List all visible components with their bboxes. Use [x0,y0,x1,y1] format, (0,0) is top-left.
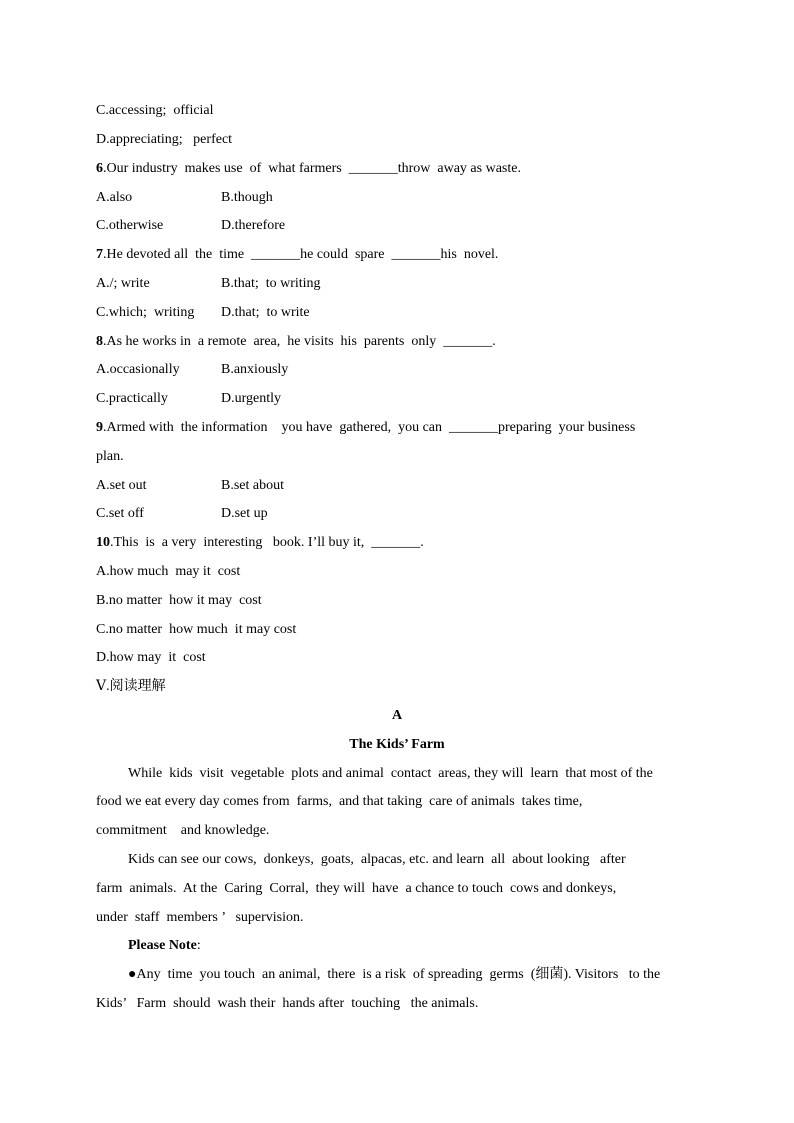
q10-option-a: A.how much may it cost [96,564,241,579]
q10-option-c: C.no matter how much it may cost [96,622,297,637]
bullet-1-line-2: Kids’ Farm should wash their hands after touching the animals. [96,996,479,1011]
passage-label: A [391,708,403,723]
q6-option-b: B.though [221,190,273,205]
q8-options-row2 [96,390,282,408]
q8-stem [96,333,496,351]
q9-option-a: A.set out [96,478,147,493]
q8-options-row1 [96,361,289,379]
q8-option-c: C.practically [96,391,168,406]
q7-option-c: C.which; writing [96,305,195,320]
q9-stem-continued: plan. [96,449,124,464]
bullet-1-line-1: ●Any time you touch an animal, there is a risk of spreading germs (细菌). Visitors to the [128,967,661,982]
q6-option-a: A.also [96,190,133,205]
q10-option-b: B.no matter how it may cost [96,593,262,608]
q6-stem [96,160,521,178]
q7-stem-text: .He devoted all the time _______he could spare _______his novel. [103,247,499,262]
q9-option-c: C.set off [96,506,144,521]
q8-option-d: D.urgently [221,391,282,406]
q7-options-row2 [96,304,310,322]
q6-number: 6 [96,161,103,176]
q7-option-b: B.that; to writing [221,276,321,291]
note-colon: : [196,938,201,953]
q6-option-c: C.otherwise [96,218,164,233]
paragraph-1-line-3: commitment and knowledge. [96,823,270,838]
q8-option-a: A.occasionally [96,362,180,377]
q10-option-d: D.how may it cost [96,650,206,665]
q6-options-row2 [96,217,286,235]
q8-number: 8 [96,334,103,349]
q9-options-row2 [96,505,268,523]
note-heading [128,937,201,955]
q7-number: 7 [96,247,103,262]
paragraph-2-line-2: farm animals. At the Caring Corral, they will have a chance to touch cows and donkeys, [96,881,617,896]
q9-option-b: B.set about [221,478,284,493]
paragraph-2-line-3: under staff members ’ supervision. [96,910,304,925]
q8-option-b: B.anxiously [221,362,289,377]
q9-options-row1 [96,477,284,495]
q7-option-d: D.that; to write [221,305,310,320]
q6-stem-text: .Our industry makes use of what farmers _______throw away as waste. [103,161,521,176]
q9-stem [96,419,635,437]
note-label: Please Note [128,938,197,953]
q9-stem-text: .Armed with the information you have gathered, you can _______preparing your business [103,420,636,435]
q7-options-row1 [96,275,321,293]
q5-option-c: C.accessing; official [96,103,214,118]
q9-option-d: D.set up [221,506,268,521]
q7-stem [96,246,498,264]
q8-stem-text: .As he works in a remote area, he visits his parents only _______. [103,334,496,349]
q10-stem-text: .This is a very interesting book. I’ll buy it, _______. [110,535,424,550]
q9-number: 9 [96,420,103,435]
q6-options-row1 [96,189,273,207]
q10-stem [96,534,424,552]
q7-option-a: A./; write [96,276,150,291]
section-title: Ⅴ.阅读理解 [96,679,166,694]
paragraph-1-line-1: While kids visit vegetable plots and animal contact areas, they will learn that most of the [128,766,653,781]
paragraph-1-line-2: food we eat every day comes from farms, and that taking care of animals takes time, [96,794,583,809]
q5-option-d: D.appreciating; perfect [96,132,233,147]
paragraph-2-line-1: Kids can see our cows, donkeys, goats, alpacas, etc. and learn all about looking after [128,852,626,867]
q6-option-d: D.therefore [221,218,286,233]
passage-title: The Kids’ Farm [349,737,445,752]
q10-number: 10 [96,535,110,550]
